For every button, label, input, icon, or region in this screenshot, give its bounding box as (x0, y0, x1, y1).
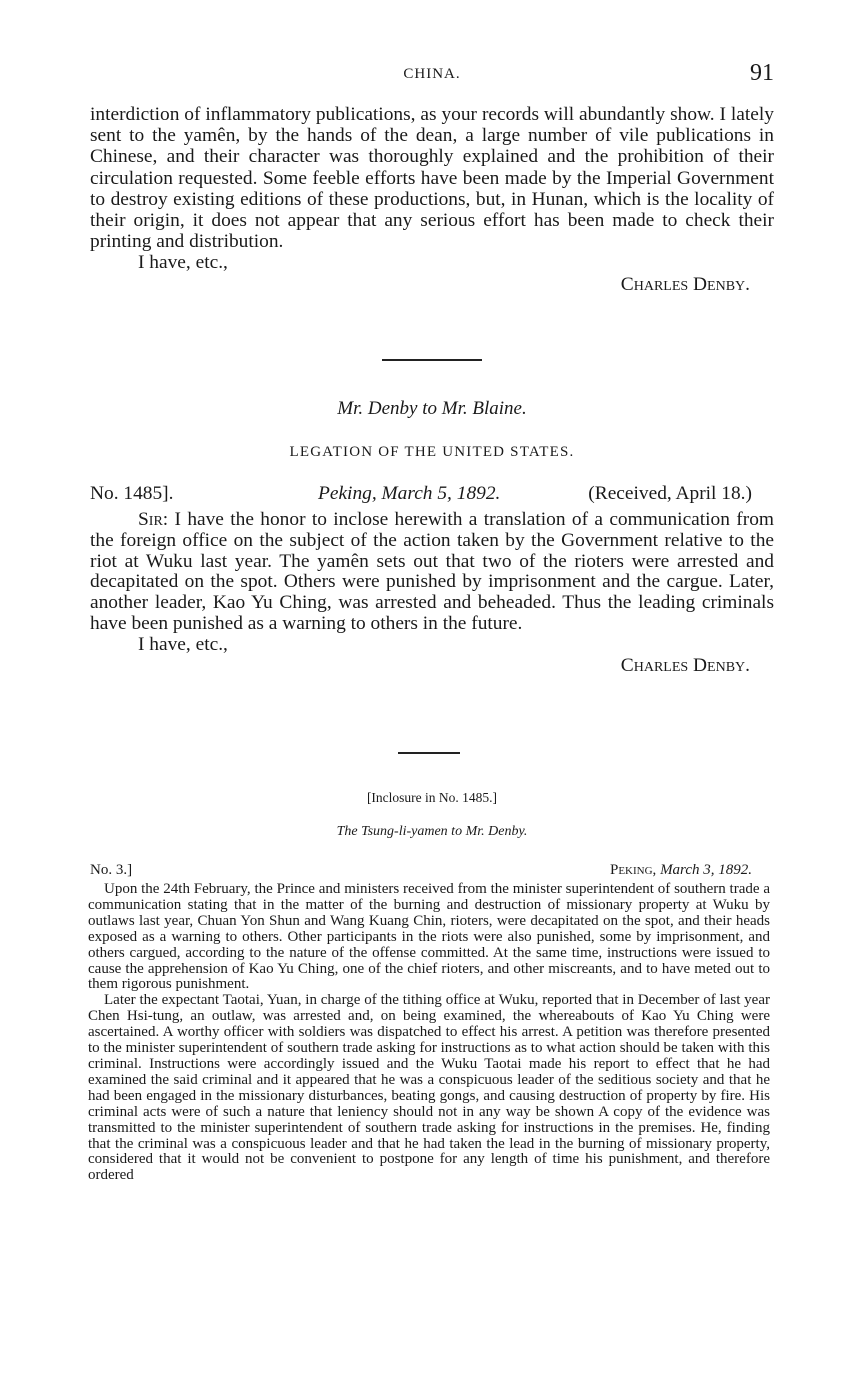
enclosure-title: The Tsung-li-yamen to Mr. Denby. (336, 824, 528, 839)
enclosure-paragraph-1: Upon the 24th February, the Prince and ministers received from the minister superintendent of southern trade a communication stating that in the matter of the burning and destruction of missionary property at Wuku by outlaws last year, Chuan Yon Shun and Wang Kuang Chin, rioters, were decapitated on the spot, and their heads exposed as a warning to others. Other participants in the riots were also punished, some by imprisonment, and others cargued, according to the nature of the offense committed. At the same time, instructions were issued to cause the apprehension of Kao Yu Ching, one of the chief rioters, and other miscreants, and to have meted out to them rigorous punishment. (88, 881, 770, 993)
letter1-signature: Charles Denby. (620, 273, 750, 295)
letter2-salutation: Sir: (138, 509, 169, 530)
letter2-heading: Mr. Denby to Mr. Blaine. (337, 398, 527, 419)
section-divider-1 (382, 359, 482, 361)
enclosure-number: No. 3.] (90, 862, 133, 878)
enclosure-paragraph-2: Later the expectant Taotai, Yuan, in charge of the tithing office at Wuku, reported that in December of last year Chen Hsi-tung, an outlaw, was arrested and, on being examined, the whereabouts of Kao Yu Ching were ascertained. A worthy officer with soldiers was dispatched to effect his arrest. A petition was therefore presented to the minister superintendent of southern trade asking for instructions as to what action should be taken with this criminal. Instructions were accordingly issued and the Wuku Taotai made his report to effect that he had examined the said criminal and it appeared that he was a conspicuous leader of the seditious society and that he had been engaged in the missionary disturbances, beating gongs, and causing destruction of property by fire. His criminal acts were of such a nature that leniency should not in any way be shown A copy of the evidence was transmitted to the minister superintendent of southern trade asking for instructions in the premises. He, finding that the criminal was a conspicuous leader and that he had taken the lead in the burning of missionary property, considered that it would not be convenient to postpone for any length of time his punishment, and therefore ordered (88, 992, 770, 1184)
enclosure-place: Peking, (610, 862, 657, 878)
running-head (90, 60, 774, 90)
letter2-place-date: Peking, March 5, 1892. (318, 483, 501, 504)
enclosure-body (88, 882, 770, 1184)
letter2-subheading: LEGATION OF THE UNITED STATES. (289, 444, 575, 460)
page-number: 91 (750, 60, 774, 86)
letter2-text: I have the honor to inclose herewith a translation of a communication from the foreign office on the subject of the action taken by the Government relative to the riot at Wuku last year. The yamên sets out that two of the rioters were arrested and decapitated on the spot. Others were punished by imprisonment and the cargue. Later, another leader, Kao Yu Ching, was arrested and beheaded. Thus the leading criminals have been punished as a warning to others in the future. (90, 509, 774, 634)
letter1-body (90, 104, 774, 295)
running-head-title: CHINA. (403, 66, 461, 82)
letter1-paragraph: interdiction of inflammatory publications, as your records will abundantly show. I lately sent to the yamên, by the hands of the dean, a large number of vile publications in Chinese, and their character was thoroughly explained and the prohibition of their circulation requested. Some feeble efforts have been made by the Imperial Government to destroy existing editions of these productions, but, in Hunan, which is the locality of their origin, it does not appear that any serious effort has been made to check their printing and distribution. (90, 104, 774, 253)
letter2-signature: Charles Denby. (620, 654, 750, 676)
letter2-received: (Received, April 18.) (588, 483, 752, 504)
letter2-paragraph (90, 510, 774, 635)
enclosure-date: March 3, 1892. (660, 862, 752, 878)
letter2-closing: I have, etc., (138, 633, 228, 655)
letter1-closing: I have, etc., (138, 252, 228, 274)
section-divider-2 (398, 752, 460, 754)
letter2-body (90, 510, 774, 676)
letter2-number: No. 1485]. (90, 483, 174, 504)
enclosure-place-date (610, 862, 752, 879)
enclosure-label: [Inclosure in No. 1485.] (366, 790, 498, 805)
